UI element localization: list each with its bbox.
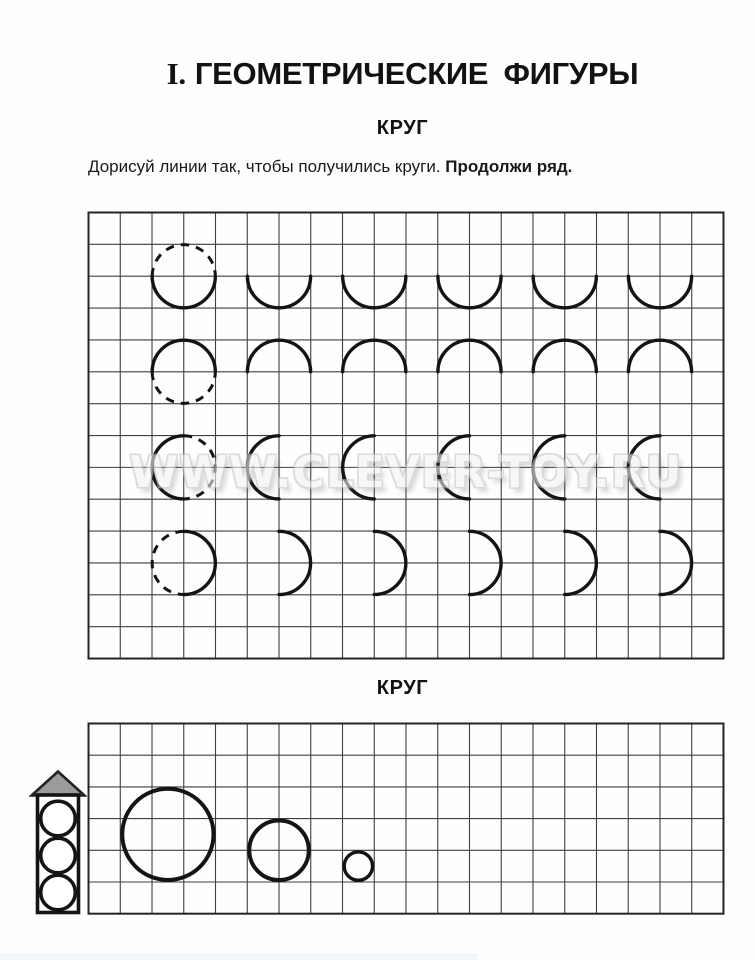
section-heading-circle-2: КРУГ <box>376 677 429 699</box>
instruction-regular: Дорисуй линии так, чтобы получились круги. <box>88 157 446 176</box>
instruction-bold: Продолжи ряд. <box>445 157 573 176</box>
watermark: WWW.CLEVER-TOY.RU <box>129 447 683 498</box>
instruction-text <box>88 157 728 177</box>
page-title-text: ГЕОМЕТРИЧЕСКИЕ ФИГУРЫ <box>194 56 639 91</box>
tower-with-three-circles-icon <box>29 766 87 916</box>
practice-grid-shrinking-circles <box>87 722 725 915</box>
model-circle <box>122 788 213 879</box>
section-heading-circle-1: КРУГ <box>376 117 429 139</box>
practice-grid-half-circles <box>87 211 725 660</box>
grid-lines <box>88 723 723 913</box>
tower-roof-triangle <box>32 772 85 796</box>
page-bottom-edge <box>0 953 478 960</box>
model-circle <box>344 851 372 879</box>
page-title <box>50 56 755 92</box>
section-number: I. <box>166 56 186 91</box>
